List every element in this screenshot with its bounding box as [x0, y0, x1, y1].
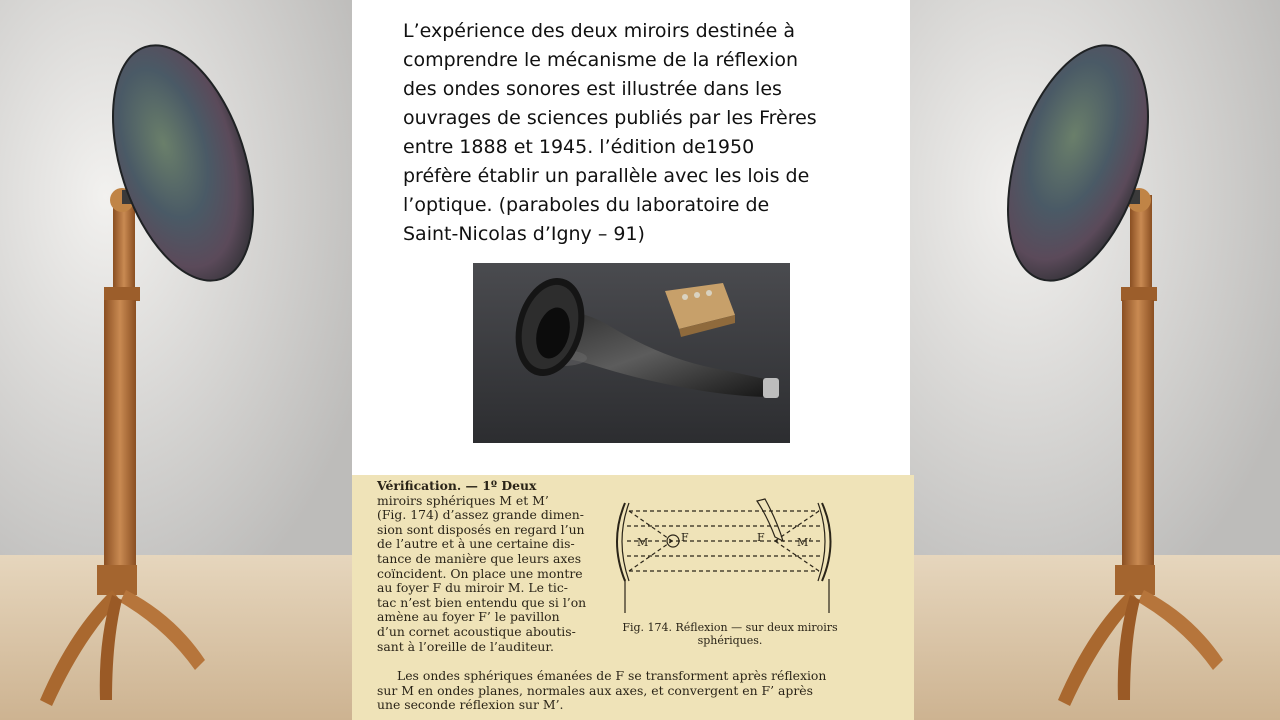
- caption-line: des ondes sonores est illustrée dans les: [403, 78, 782, 100]
- caption-line: Saint-Nicolas d’Igny – 91): [403, 223, 645, 245]
- scan-line: sion sont disposés en regard l’un: [377, 521, 585, 537]
- scan-line: de l’autre et à une certaine dis-: [377, 536, 575, 552]
- scan-line: miroirs sphériques M et M’: [377, 492, 549, 508]
- scan-line: sant à l’oreille de l’auditeur.: [377, 638, 554, 654]
- scan-line: Vérification. — 1º Deux: [377, 478, 537, 493]
- scan-line: au foyer F du miroir M. Le tic-: [377, 580, 568, 596]
- caption-line: ouvrages de sciences publiés par les Frères: [403, 107, 817, 129]
- scan-line: tac n’est bien entendu que si l’on: [377, 594, 587, 610]
- right-mirror-photo: [910, 0, 1280, 720]
- caption-line: comprendre le mécanisme de la réflexion: [403, 49, 799, 71]
- scan-line: Les ondes sphériques émanées de F se transforment après réflexion: [397, 668, 827, 683]
- figure-caption-line: sphériques.: [697, 634, 763, 647]
- scan-left-column: [377, 479, 617, 654]
- scan-line: sur M en ondes planes, normales aux axes, et convergent en F’ après: [377, 682, 813, 698]
- caption-line: préfère établir un parallèle avec les lois de: [403, 165, 810, 187]
- caption-line: L’expérience des deux miroirs destinée à: [403, 20, 796, 42]
- scan-line: amène au foyer F’ le pavillon: [377, 609, 560, 625]
- scan-line: (Fig. 174) d’assez grande dimen-: [377, 507, 584, 523]
- caption-line: entre 1888 et 1945. l’édition de1950: [403, 136, 755, 158]
- figure-caption: [605, 621, 855, 647]
- scan-line: d’un cornet acoustique aboutis-: [377, 623, 576, 639]
- scan-line: coïncident. On place une montre: [377, 565, 583, 581]
- label-f: F: [681, 531, 689, 544]
- caption-line: l’optique. (paraboles du laboratoire de: [403, 194, 770, 216]
- book-page-scan: [352, 475, 914, 720]
- scan-bottom-paragraph: [377, 669, 897, 713]
- figure-caption-line: Fig. 174. Réflexion — sur deux miroirs: [622, 621, 838, 634]
- scan-line: tance de manière que leurs axes: [377, 550, 582, 566]
- acoustic-horn-photo: [473, 263, 790, 443]
- label-m: M: [637, 536, 649, 549]
- scan-line: une seconde réflexion sur M’.: [377, 697, 564, 713]
- left-mirror-photo: [0, 0, 352, 720]
- label-f-prime: F: [757, 531, 765, 544]
- label-m-prime: M’: [797, 536, 812, 549]
- caption-text: [403, 17, 833, 249]
- figure-174-diagram: [607, 491, 847, 621]
